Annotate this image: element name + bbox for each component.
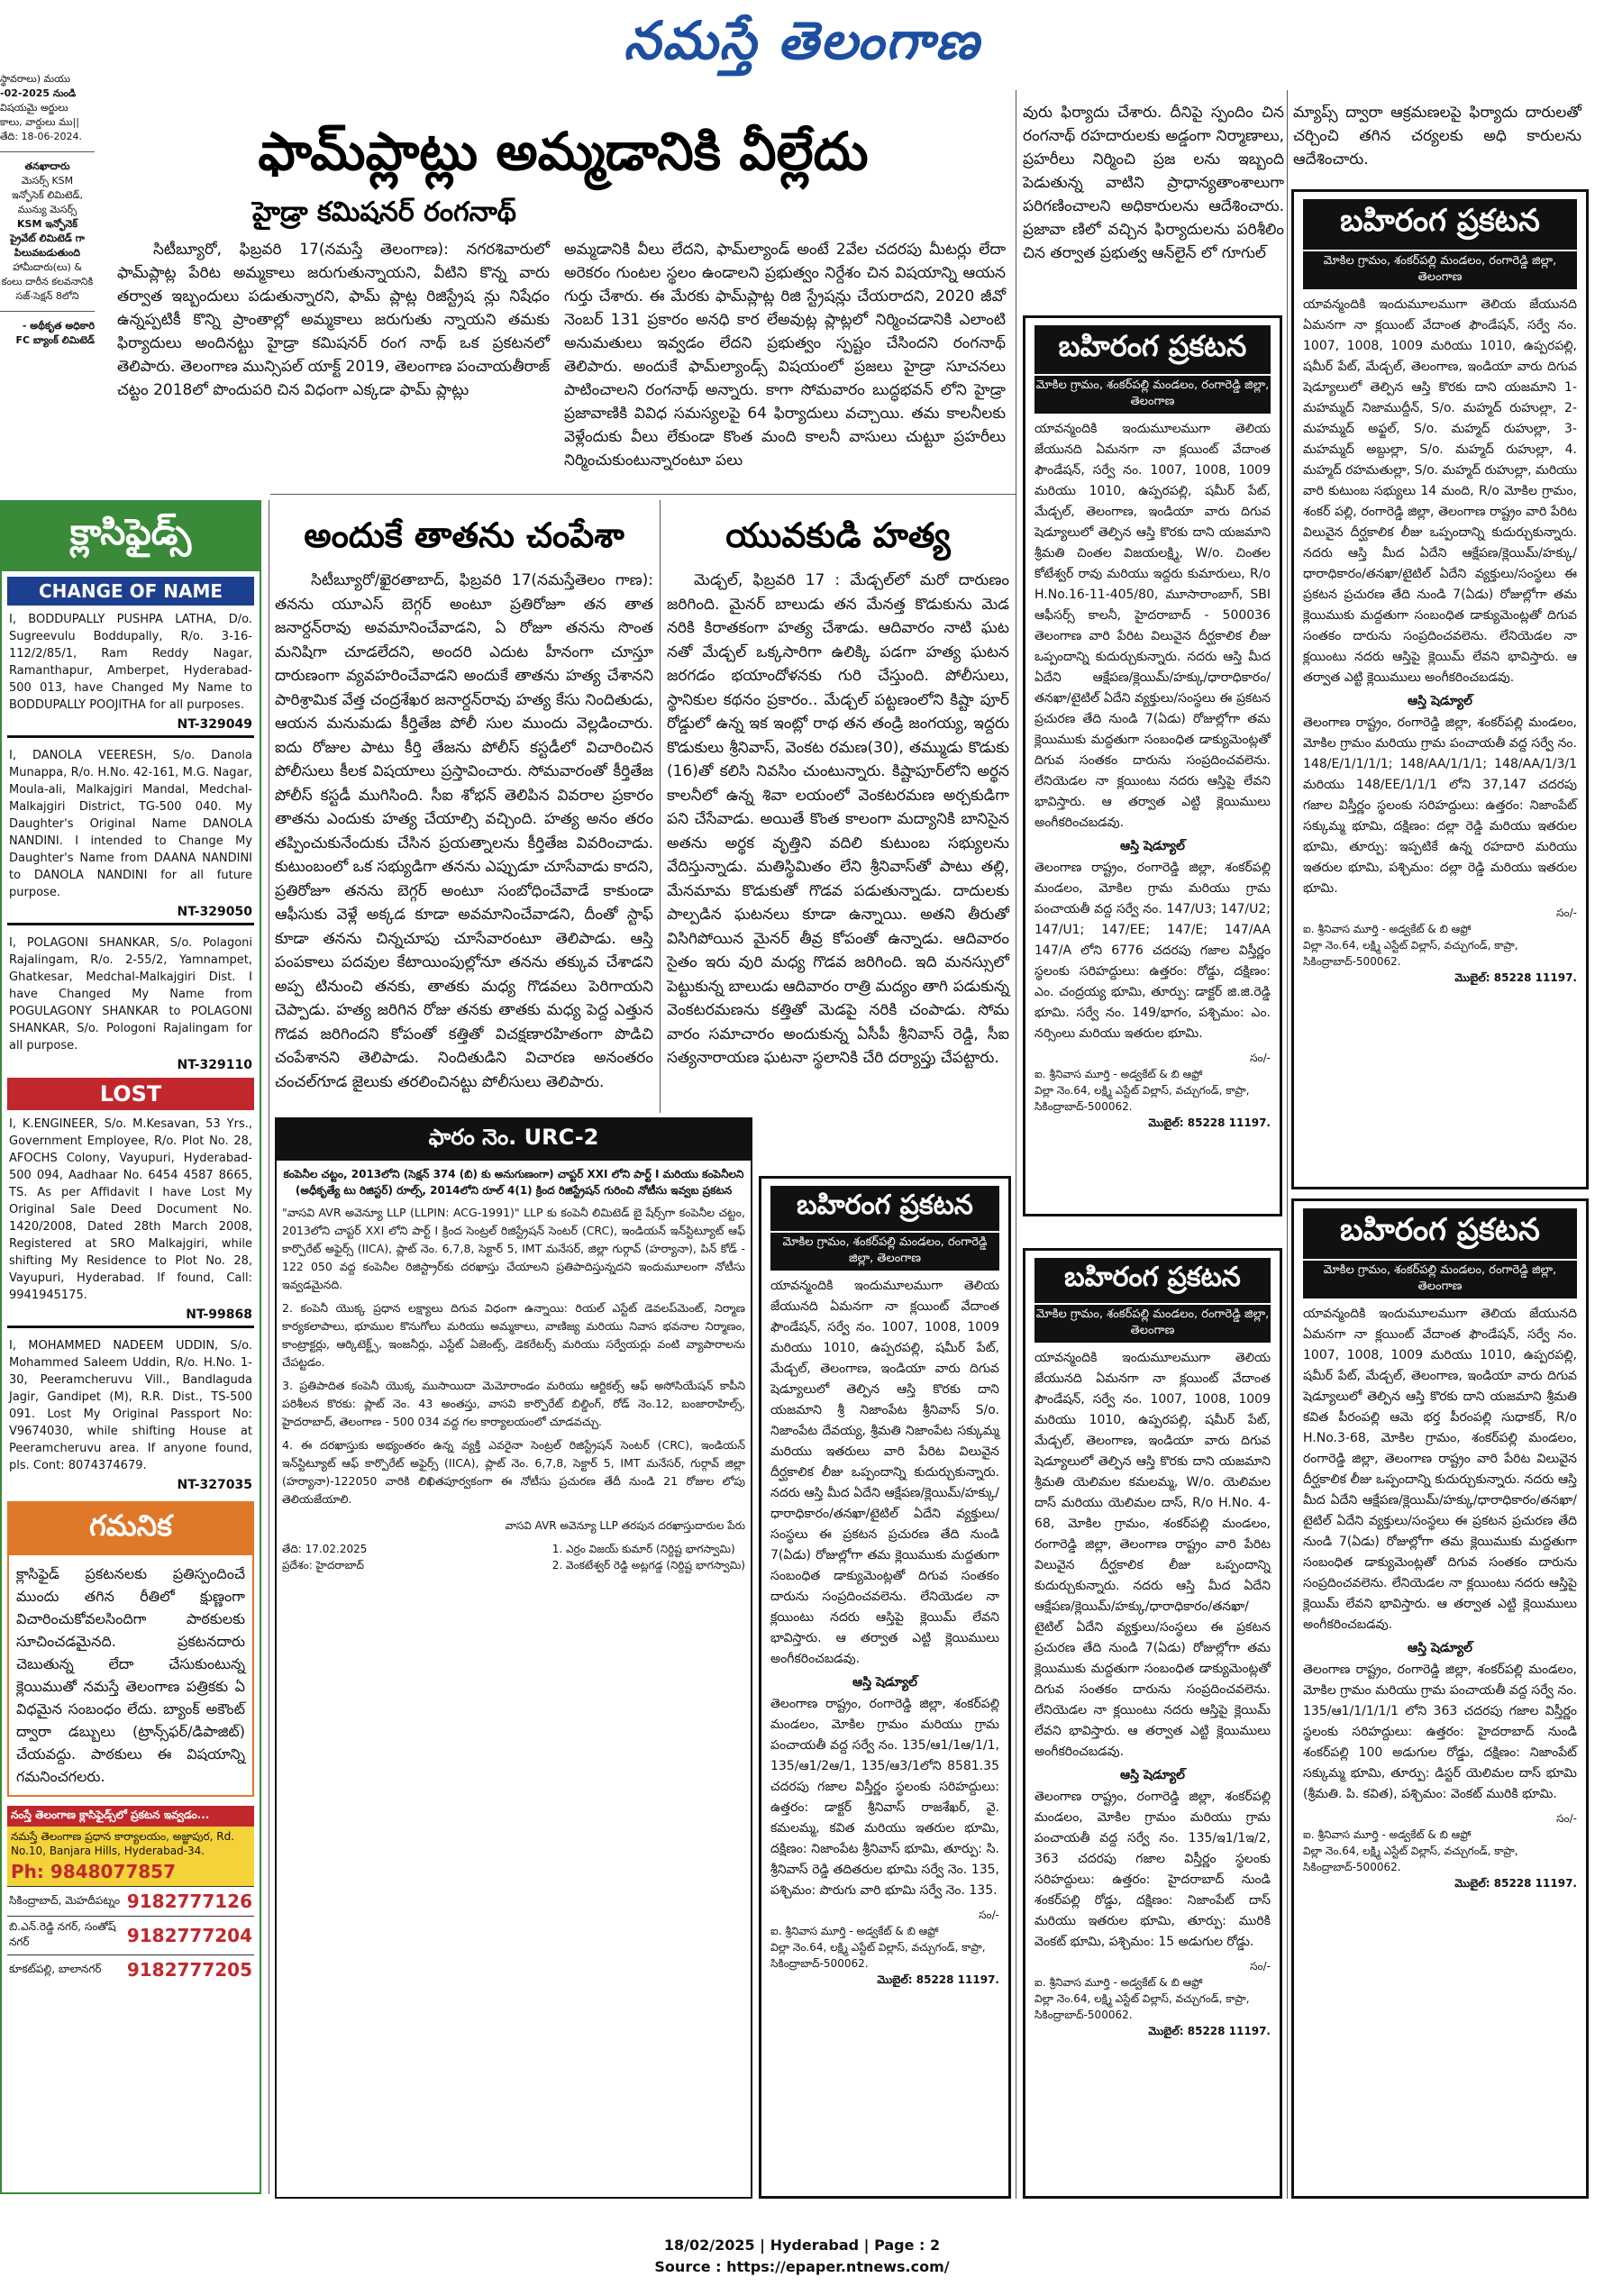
footer-line1: 18/02/2025 | Hyderabad | Page : 2 xyxy=(663,2237,941,2254)
public-notice-ad2 xyxy=(1291,189,1589,1189)
form-body1: "వాసవి AVR అవెన్యూ LLP (LLPIN: ACG-1991)" LLP కు కంపెనీ లిమిటెడ్ బై షేర్స్‌గా కంపెనీల చట్టం, 2013లోని చాప్టర్ XXI లోని పార్ట్ I క్రింద సెంట్రల్ రిజిస్ట్రేషన్ సెంటర్ (CRC), ఇండియన్ ఇన్‌స్టిట్యూట్ ఆఫ్ కార్పొరేట్ అఫైర్స్ (IICA), ప్లాట్ నెం. 6,7,8, సెక్టార్ 5, IMT మనేసర్, జిల్లా గుర్గావ్ (హర్యానా), పిన్ కోడ్ - 122 050 వద్ద కంపెనీల రిజిస్ట్రార్‌కు దరఖాస్తు చేయాలని ప్రతిపాదిస్తున్నదని ఇందుమూలంగా నోటీసు ఇవ్వడమైనది. xyxy=(282,1206,745,1291)
page-footer xyxy=(0,2235,1604,2278)
story3-headline: యువకుడి హత్య xyxy=(725,515,951,555)
strip-line: పిలువబడుతుంది xyxy=(14,247,81,259)
ad-body: యావన్మందికి ఇందుమూలముగా తెలియ జేయునది ఏమనగా నా క్లయింట్ వేదాంత ఫౌండేషన్, సర్వే నం. 1007, 1008, 1009 మరియు 1010, ఉప్పరపల్లి, షమీర్ పేట్, మేడ్చల్, తెలంగాణ, ఇండియా వారు దిగువ షెడ్యూలులో తెల్పిన ఆస్తి కొరకు దాని యజమాని 1-మహమ్మద్ నిజాముద్దీన్, S/o. మహ్మద్ రుహుల్లా, 2- మహమ్మద్ అఫ్జల్, S/o. మహ్మద్ రుహుల్లా, 3-మహమ్మద్ అబ్దుల్లా, S/o. మహ్మద్ రుహుల్లా, 4. మహ్మద్ రహమతుల్లా, S/o. మహ్మద్ రుహుల్లా, మరియు వారి కుటుంబ సభ్యులు 14 మంది, R/o మోకిల గ్రామం, శంకర్ పల్లి, రంగారెడ్డి జిల్లా, తెలంగాణ రాష్ట్రం వారి పేరిట విలువైన దీర్ఘకాలిక లీజు ఒప్పందాన్ని కుదుర్చుకున్నారు. నదరు ఆస్తి మీద ఏదేని ఆక్షేపణ/క్లెయిమ్/హక్కు/ధారాధికారం/తనఖా/టైటిల్ ఏదేని వ్యక్తులు/సంస్థలు ఈ ప్రకటన ప్రచురణ తేది నుండి 7(ఏడు) రోజుల్లోగా తమ క్లెయిముకు మద్దతుగా సంబంధిత డాక్యుమెంట్లతో దిగువ సంతకం దారును సంప్రదించవలెను. లేనియెడల నా క్లయింటు నదరు ఆస్తిపై క్లెయిమ్ లేవని భావిస్తారు. ఆ తర్వాత ఎట్టి క్లెయిములు అంగీకరించబడవు. xyxy=(1303,297,1577,685)
promo-box xyxy=(7,1806,254,1984)
ad-body: యావన్మందికి ఇందుమూలముగా తెలియ జేయునది ఏమనగా నా క్లయింట్ వేదాంత ఫౌండేషన్, సర్వే నం. 1007, 1008, 1009 మరియు 1010, ఉప్పరపల్లి, షమీర్ పేట్, మేడ్చల్, తెలంగాణ, ఇండియా వారు దిగువ షెడ్యూలులో తెల్పిన ఆస్తి కొరకు దాని యజమాని శ్రీమతి కవిత పీరంపల్లి ఆమె భర్త పీరంపల్లి సుధాకర్, R/o H.No.3-68, మోకిల గ్రామం, శంకర్‌పల్లి మండలం, రంగారెడ్డి జిల్లా, తెలంగాణ రాష్ట్రం వారి పేరిట విలువైన దీర్ఘకాలిక లీజు ఒప్పందాన్ని కుదుర్చుకున్నారు. నదరు ఆస్తి మీద ఏదేని ఆక్షేపణ/క్లెయిమ్/హక్కు/ధారాధికారం/తనఖా/టైటిల్ ఏదేని వ్యక్తులు/సంస్థలు ఈ ప్రకటన ప్రచురణ తేది నుండి 7(ఏడు) రోజుల్లోగా తమ క్లెయిముకు మద్దతుగా సంబంధిత డాక్యుమెంట్లతో దిగువ సంతకం దారును సంప్రదించవలెను. లేనియెడల నా క్లయింటు నదరు ఆస్తిపై క్లెయిమ్ లేవని భావిస్తారు. ఆ తర్వాత ఎట్టి క్లెయిములు అంగీకరించబడవు. xyxy=(1303,1307,1577,1632)
masthead xyxy=(0,0,1604,81)
ad-sig-phone: మొబైల్: 85228 11197. xyxy=(1148,2025,1271,2037)
ad-sig-name: ఐ. శ్రీనివాస మూర్తి - అడ్వకేట్ & బి ఆఫ్రో xyxy=(770,1925,939,1937)
contact-phone: 9182777204 xyxy=(126,1925,252,1946)
ad-subtitle: మోకిల గ్రామం, శంకర్‌పల్లి మండలం, రంగారెడ్డి జిల్లా, తెలంగాణ xyxy=(1034,376,1271,414)
ad-sig-date: సం/- xyxy=(1556,907,1577,919)
story-grandfather-murder xyxy=(275,509,653,1113)
ad-subtitle: మోకిల గ్రామం, శంకర్‌పల్లి మండలం, రంగారెడ్డి జిల్లా, తెలంగాణ xyxy=(770,1233,999,1271)
ad-sig-date: సం/- xyxy=(979,1909,999,1921)
form-sign2: 2. వెంకటేశ్వర్ రెడ్డి అట్లగడ్డ (నిర్దిష్ట భాగస్వామి) xyxy=(551,1559,745,1572)
section-rule xyxy=(270,494,1016,495)
ad-sig-date: సం/- xyxy=(1556,1812,1577,1825)
form-body4: 4. ఈ దరఖాస్తుకు అభ్యంతరం ఉన్న వ్యక్తి ఎవరైనా సెంట్రల్ రిజిస్ట్రేషన్ సెంటర్ (CRC), ఇండియన్ ఇన్‌స్టిట్యూట్ ఆఫ్ కార్పొరేట్ అఫైర్స్ (IICA), ప్లాట్ నెం. 6,7,8, సెక్టార్ 5, IMT మనేసర్, గుర్గావ్ జిల్లా (హర్యానా)-122050 వారికి లిఖితపూర్వకంగా ఈ నోటీసు ప్రచురణ తేదీ నుండి 21 రోజుల లోపు తెలియజేయాలి. xyxy=(282,1438,745,1506)
footer-line2: Source : https://epaper.ntnews.com/ xyxy=(654,2258,950,2275)
promo-phone: Ph: 9848077857 xyxy=(7,1861,254,1886)
classified-code: NT-99868 xyxy=(186,1307,252,1322)
strip-line: ఇన్ఫోసెక్ లిమిటెడ్, xyxy=(11,189,84,201)
classified-item xyxy=(2,929,260,1058)
ad-sig-phone: మొబైల్: 85228 11197. xyxy=(1454,971,1577,984)
ad-sig-name: ఐ. శ్రీనివాస మూర్తి - అడ్వకేట్ & బి ఆఫ్రో xyxy=(1303,923,1472,935)
ad-title: బహిరంగ ప్రకటన xyxy=(770,1186,999,1231)
ad-signature xyxy=(1303,1810,1577,1891)
strip-line: ప్రైవేట్ లిమిటెడ్ గా xyxy=(10,232,85,244)
ad-schedule-title: ఆస్తి షెడ్యూల్ xyxy=(1120,839,1185,853)
notice-title: గమనిక xyxy=(9,1503,252,1555)
public-notice-ad5 xyxy=(1291,1198,1589,2199)
strip-line: కంలు దారీన కలవనానికి xyxy=(1,276,94,287)
left-strip-top xyxy=(0,72,95,144)
classified-text: I, BODDUPALLY PUSHPA LATHA, D/o. Sugreevulu Boddupally, R/o. 3-16-112/2/85/1, Ram Reddy Nagar, Ramanthapur, Amberpet, Hyderabad-500 013, have Changed My Name to BODDUPALLY POOJITHA for all purposes. xyxy=(9,613,252,712)
column-rule xyxy=(660,500,661,1113)
ad-sig-name: ఐ. శ్రీనివాస మూర్తి - అడ్వకేట్ & బి ఆఫ్రో xyxy=(1034,1976,1203,1989)
contact-area: సికింద్రాబాద్, మెహదీపట్నం xyxy=(9,1893,121,1907)
strip-line: మెసర్స్ KSM xyxy=(21,175,74,187)
main-story-continued-right: మ్యాప్స్ ద్వారా ఆక్రమణలపై ఫిర్యాదు దారులతో చర్చించి తగిన చర్యలకు అధి కారులను ఆదేశించారు. xyxy=(1293,104,1581,169)
contact-row xyxy=(7,1886,254,1916)
story2-headline: అందుకే తాతను చంపేశా xyxy=(304,515,624,555)
ad-sig-name: ఐ. శ్రీనివాస మూర్తి - అడ్వకేట్ & బి ఆఫ్రో xyxy=(1034,1068,1203,1080)
ad-sig-phone: మొబైల్: 85228 11197. xyxy=(877,1973,999,1986)
main-story-continued: వురు ఫిర్యాదు చేశారు. దీనిపై స్పందిం చిన రంగనాథ్ రహదారులకు అడ్డంగా నిర్మాణాలు, ప్రహరీలు నిర్మించి ప్రజ లను ఇబ్బంది పెడుతున్న వాటిని ప్రాధాన్యతాంశాలుగా పరిగణించాలని అధికారులను ఆదేశించారు. ప్రజావా ణిలో వచ్చిన ఫిర్యాదులను పరిశీలిం చిన తర్వాత ప్రభుత్వ ఆన్‌లైన్ లో గూగుల్ xyxy=(1023,104,1284,262)
classified-code: NT-329110 xyxy=(177,1058,252,1072)
strip-line: స్థావరాలు) మయు xyxy=(0,73,71,85)
ad-title: బహిరంగ ప్రకటన xyxy=(1034,1258,1271,1303)
divider xyxy=(7,923,254,925)
divider xyxy=(0,311,95,312)
form-sign1: 1. ఎర్రం విజయ్ కుమార్ (నిర్దిష్ట భాగస్వామి) xyxy=(551,1543,735,1555)
ad-title: బహిరంగ ప్రకటన xyxy=(1034,325,1271,374)
main-story-col1: సిటీబ్యూరో, ఫిబ్రవరి 17(నమస్తే తెలంగాణ): నగరశివారులో ఫామ్‌ప్లాట్ల పేరిట అమ్మకాలు జరుగుతున్నాయని, వీటిని కొన్న వారు తర్వాత ఇబ్బందులు పడుతున్నారని, ఫామ్ ప్లాట్ల రిజిస్ట్రేష న్లు నిషేధం ఉన్నప్పటికీ కొన్ని ప్రాంతాల్లో అమ్మకాలు జరుగుతు న్నాయని తమకు ఫిర్యాదులు అందినట్టు హైడ్రా కమిషనర్ రంగ నాథ్ ఒక ప్రకటనలో తెలిపారు. తెలంగాణ మున్సిపల్ యాక్ట్ 2019, తెలంగాణ పంచాయతీరాజ్ చట్టం 2018లో పొందుపరి చిన విధంగా ఎక్కడా ఫామ్ ప్లాట్లు xyxy=(117,241,550,399)
newspaper-title: నమస్తే తెలంగాణ xyxy=(624,10,980,71)
form-applicant: వాసవి AVR అవెన్యూ LLP తరపున దరఖాస్తుదారుల పేరు xyxy=(505,1519,745,1532)
classified-text: I, MOHAMMED NADEEM UDDIN, S/o. Mohammed Saleem Uddin, R/o. H.No. 1-30, Peeramcheruvu Vill., Bandlaguda Jagir, Gandipet (M), R.R. Dist., TS-500 091. Lost My Original Passport No: V9674030, while shifting House at Peeramcheruvu area. If anyone found, pls. Cont: 8074374679. xyxy=(9,1339,252,1472)
classified-item xyxy=(2,606,260,717)
ad-title: బహిరంగ ప్రకటన xyxy=(1303,199,1577,250)
classified-text: I, POLAGONI SHANKAR, S/o. Polagoni Rajalingam, R/o. 2-55/2, Yamnampet, Ghatkesar, Medchal-Malkajgiri Dist. I have Changed My Name from POGULAGONY SHANKAR to POLAGONI SHANKAR, S/o. Pologoni Rajalingam for all purpose. xyxy=(9,936,252,1052)
contact-area: బి.ఎన్.రెడ్డి నగర్, సంతోష్ నగర్ xyxy=(9,1920,116,1948)
ad-signature xyxy=(770,1907,999,1988)
strip-line: కాలు, వార్డులు ము|| xyxy=(0,116,79,128)
strip-line: KSM ఇన్ఫోనెక్ xyxy=(17,218,77,230)
ad-schedule: తెలంగాణ రాష్ట్రం, రంగారెడ్డి జిల్లా, శంకర్‌పల్లి మండలం, మోకిల గ్రామం మరియు గ్రామ పంచాయతీ వద్ద సర్వే నం. 135/ఆ1/1/1/1/1 లోని 363 చదరపు గజాల విస్తీర్ణం స్థలంకు సరిహద్దులు: ఉత్తరం: హైదరాబాద్ నుండి శంకర్‌పల్లి 100 అడుగుల రోడ్డు, దక్షిణం: నిజాంపేట్ సక్కుమ్మ భూమి, తూర్పు: డిస్టర్ యెలిమల దాస్ భూమి (శ్రీమతి. పి. కవిత), పశ్చిమం: వెంకట్ మురికి భూమి. xyxy=(1303,1663,1577,1801)
public-notice-ad1 xyxy=(1023,315,1282,1216)
ad-signature xyxy=(1034,1958,1271,2039)
contact-row xyxy=(7,1916,254,1954)
ad-body: యావన్మందికి ఇందుమూలముగా తెలియ జేయునది ఏమనగా నా క్లయింట్ వేదాంత ఫౌండేషన్, సర్వే నం. 1007, 1008, 1009 మరియు 1010, ఉప్పరపల్లి, షమీర్ పేట్, మేడ్చల్, తెలంగాణ, ఇండియా వారు దిగువ షెడ్యూలులో తెల్పిన ఆస్తి కొరకు దాని యజమాని శ్రీమతి చింతల విజయలక్ష్మి, W/o. చింతల కోటేశ్వర్ రావు మరియు ఇద్దరు కుమారులు, R/o H.No.16-11-405/80, మూసారాంబాగ్, SBI ఆఫీసర్స్ కాలనీ, హైదరాబాద్ - 500036 తెలంగాణ వారి పేరిట విలువైన దీర్ఘకాలిక లీజు ఒప్పందాన్ని కుదుర్చుకున్నారు. నదరు ఆస్తి మీద ఏదేని ఆక్షేపణ/క్లెయిమ్/హక్కు/ధారాధికారం/తనఖా/టైటిల్ ఏదేని వ్యక్తులు/సంస్థలు ఈ ప్రకటన ప్రచురణ తేది నుండి 7(ఏడు) రోజుల్లోగా తమ క్లెయిముకు మద్దతుగా సంబంధిత డాక్యుమెంట్లతో దిగువ సంతకం దారును సంప్రదించవలెను. లేనియెడల నా క్లయింటు నదరు ఆస్తిపై లేవని భావిస్తారు. ఆ తర్వాత ఎట్టి క్లెయిములు అంగీకరించబడవు. xyxy=(1034,422,1271,830)
strip-line: సజ్-సెక్షన్ 8లోని xyxy=(15,290,79,302)
ad-sig-date: సం/- xyxy=(1250,1960,1271,1973)
divider xyxy=(7,1326,254,1328)
classified-text: I, DANOLA VEERESH, S/o. Danola Munappa, R/o. H.No. 42-161, M.G. Nagar, Moula-ali, Malkajgiri Mandal, Medchal-Malkajgiri District, TG-500 040. My Daughter's Original Name DANOLA NANDINI. I intended to Change My Daughter's Name from DAANA NANDINI to DANOLA NANDINI for all future purpose. xyxy=(9,749,252,899)
story3-body: మెడ్చల్, ఫిబ్రవరి 17 : మేడ్చల్‌లో మరో దారుణం జరిగింది. మైనర్ బాలుడు తన మేనత్త కొడుకును మెడ నరికి కిరాతకంగా హత్య చేశాడు. ఆదివారం నాటి ఘట నతో మేడ్చల్ ఒక్కసారిగా ఉలిక్కి పడగా హత్య ఘటన జరగడం భయాందోళనకు గురి చేస్తుంది. పోలీసులు, స్థానికుల కథనం ప్రకారం.. మేడ్చల్ పట్టణంలోని కిష్టా పూర్ రోడ్డులో ఉన్న ఇక ఇంట్లో రాథ తన తండ్రి జంగయ్య, ఇద్దరు కొడుకులు శ్రీనివాస్, వెంకట రమణ(30), తమ్ముడు కొడుకు (16)తో కలిసి నివసిం చుంటున్నారు. కిష్టాపూర్‌లోని అర్థన కాలనీలో ఉన్న శివా లయంలో వెంకటరమణ అర్చకుడిగా పని చేసేవాడు. అయితే కొంత కాలంగా మద్యానికి బానిసైన అతను అర్థక వృత్తిని వదిలి కుటుంబ సభ్యులను వేదిస్తున్నాడు. మతిస్థిమితం లేని శ్రీనివాస్‌తో పాటు తల్లి, మేనమామ కొడుకుతో గొడవ పడుతున్నాడు. దాదులకు పాల్పడిన ఘటనలు కూడా ఉన్నాయి. అతని తీరుతో విసిగిపోయిన మైనర్ తీవ్ర కోపంతో ఉన్నాడు. ఆదివారం సైతం ఇరు వురి మధ్య గొడవ జరిగింది. ఇది మనస్సులో పెట్టుకున్న బాలుడు ఆదివారం రాత్రి మద్యం తాగి పడుకున్న వెంకటరమణను కత్తితో మెడపై నరికి చంపాడు. సోమ వారం సమాచారం అందుకున్న ఏసీపీ శ్రీనివాస్ రెడ్డి, సీఐ సత్యనారాయణ ఘటనా స్థలానికి చేరి దర్యాప్తు చేపట్టారు. xyxy=(667,571,1009,1067)
ad-subtitle: మోకిల గ్రామం, శంకర్‌పల్లి మండలం, రంగారెడ్డి జిల్లా, తెలంగాణ xyxy=(1034,1305,1271,1343)
classified-item xyxy=(2,1110,260,1307)
public-notice-ad4 xyxy=(1023,1248,1282,2199)
ad-sig-addr: విల్లా నెం.64, లక్ష్మి ఎస్టేట్ విల్లాస్, వచ్చుగండ్, కాప్రా, సికింద్రాబాద్-500062. xyxy=(1303,1845,1518,1873)
ad-schedule-title: ఆస్తి షెడ్యూల్ xyxy=(1408,1641,1472,1655)
ad-signature xyxy=(1303,905,1577,986)
ad-schedule-title: ఆస్తి షెడ్యూల్ xyxy=(1408,694,1472,708)
form-intro: కంపెనీల చట్టం, 2013లోని (సెక్షన్ 374 (బి) కు అనుగుణంగా) చాప్టర్ XXI లోని పార్ట్ I మరియు కంపెనీలని (అధీకృత్యే టు రిజిస్టర్) రూల్స్, 2014లోని రూల్ 4(1) క్రింద రిజిస్ట్రేషన్ గురించి నోటీసు ఇవ్వబ ప్రకటన xyxy=(283,1168,744,1197)
ad-sig-addr: విల్లా నెం.64, లక్ష్మి ఎస్టేట్ విల్లాస్, వచ్చుగండ్, కాప్రా, సికింద్రాబాద్-500062. xyxy=(1034,1992,1250,2021)
promo-line: నంస్తే తెలంగాణ క్లాసిఫైడ్స్‌లో ప్రకటన ఇవ్వడం... xyxy=(7,1806,254,1827)
ad-schedule: తెలంగాణ రాష్ట్రం, రంగారెడ్డి జిల్లా, శంకర్‌పల్లి మండలం, మోకిల గ్రామం మరియు గ్రామ పంచాయతీ వద్ద సర్వే నం. 135/ఇ1/1ఇ/2, 363 చదరపు గజాల విస్తీర్ణం స్థలంకు సరిహద్దులు: ఉత్తరం: హైదరాబాద్ నుండి శంకర్‌పల్లి రోడ్డు, దక్షిణం: నిజాంపేట్ దాస్ మరియు ఇతరుల భూమి, తూర్పు: మురికి వెంకట్ భూమి, పశ్చిమం: 15 అడుగుల రోడ్డు. xyxy=(1034,1790,1271,1949)
contact-area: కూకట్‌పల్లి, బాలానగర్ xyxy=(9,1962,102,1975)
ad-sig-addr: విల్లా నెం.64, లక్ష్మి ఎస్టేట్ విల్లాస్, వచ్చుగండ్, కాప్రా, సికింద్రాబాద్-500062. xyxy=(1034,1084,1250,1113)
strip-line: - అథీకృత అధికారి xyxy=(22,320,95,332)
contact-phone: 9182777205 xyxy=(126,1959,252,1981)
story-youth-murder xyxy=(667,509,1009,1176)
main-subhead: హైడ్రా కమిషనర్ రంగనాథ్ xyxy=(252,196,516,228)
story2-body: సిటీబ్యూరో/ఖైరతాబాద్, ఫిబ్రవరి 17(నమస్తేతెలం గాణ): తనను యూఎస్ బెగ్గర్ అంటూ ప్రతిరోజూ తన తాత జనార్దన్‌రావు అవమానించేవాడని, ఏ రోజూ తనను సొంత మనిషిగా చూడలేదని, అందరి ఎదుట హీనంగా చూస్తూ దారుణంగా వ్యవహరించేవాడని అందుకే తాతను హత్య చేశానని పారిశ్రామిక వేత్త చంద్రశేఖర జనార్దన్‌రావు హత్య కేసు నిందితుడు, ఆయన మనుమడు కీర్తితేజ పోలీ సుల ముందు వెల్లడించారు. ఐదు రోజుల పాటు కీర్తి తేజను పోలీస్ కస్టడీలో విచారించిన పోలీసులు కీలక విషయాలు ప్రస్తావించారు. సోమవారంతో కీర్తితేజ పోలీస్ కస్టడీ ముగిసింది. సీఐ శోభన్ తెలిపిన వివరాల ప్రకారం తాతను ఎందుకు హత్య చేయాల్సి వచ్చింది. హత్య అనం తరం తప్పించుకునేందుకు చేసిన ప్రయత్నాలను కీర్తితేజ వివరించాడు. కుటుంబంలో ఒక సభ్యుడిగా తనను ఎప్పుడూ చూసేవాడు కాదని, ప్రతిరోజూ తనను బెగ్గర్ అంటూ సంబోధించేవాడే కాకుండా ఆఫీసుకు వెళ్లే అక్కడ కూడా అవమానించేవాడని, దీంతో స్టాఫ్ కూడా తనను చిన్నచూపు చూసేవారంటూ తెలిపాడు. ఆస్తి పంపకాలు పదవుల కేటాయింపుల్లోనూ తనను తక్కువ చేశాడని అప్ప టినుంచి తనకు, తాతకు మధ్య గొడవలు పెరిగాయని చెప్పాడు. హత్య జరిగిన రోజు తనకు తాతకు మధ్య పెద్ద ఎత్తున గొడవ జరిగిందని కోపంతో కత్తితో విచక్షణారహితంగా పొడిచి చంపేశానని తెలిపాడు. నిందితుడిని విచారణ అనంతరం చంచల్‌గూడ జైలుకు తరలించినట్టు పోలీసులు తెలిపారు. xyxy=(275,571,653,1091)
lost-header: LOST xyxy=(7,1078,254,1110)
strip-line: మున్యు మెసర్స్ xyxy=(17,204,77,215)
ad-subtitle: మోకిల గ్రామం, శంకర్‌పల్లి మండలం, రంగారెడ్డి జిల్లా, తెలంగాణ xyxy=(1303,1261,1577,1298)
form-title: ఫారం నెం. URC-2 xyxy=(277,1119,751,1161)
form-body2: 2. కంపెనీ యొక్క ప్రధాన లక్ష్యాలు దిగువ విధంగా ఉన్నాయి: రియల్ ఎస్టేట్ డెవలప్‌మెంట్, నిర్మాణ కార్యకలాపాలు, భూముల కొనుగోలు మరియు అమ్మకాలు, వాణిజ్య మరియు నివాస భవనాల నిర్మాణం, కాంట్రాక్టర్లు, ఆర్కిటెక్ట్స్, ఇంజనీర్లు, ఎస్టేట్ ఏజెంట్స్, డెకరేటర్స్ మరియు సర్వేయర్లు వంటి వ్యాపారాలను చేపట్టడం. xyxy=(282,1301,745,1369)
classified-code: NT-329049 xyxy=(177,717,252,732)
strip-line: -02-2025 నుండి xyxy=(0,87,77,99)
column-rule xyxy=(1287,90,1288,2199)
strip-line: తేది: 18-06-2024. xyxy=(0,131,82,142)
form-urc2 xyxy=(275,1117,752,2199)
form-place: ప్రదేశం: హైదరాబాద్ xyxy=(282,1559,364,1572)
ad-schedule: తెలంగాణ రాష్ట్రం, రంగారెడ్డి జిల్లా, శంకర్‌పల్లి మండలం, మోకిల గ్రామం మరియు గ్రామ పంచాయతీ వద్ద సర్వే నం. 135/ఆ1/1ఆ/1/1, 135/ఆ1/2ఆ/1, 135/ఆ3/1లోని 8581.35 చదరపు గజాల విస్తీర్ణం స్థలంకు సరిహద్దులు: ఉత్తరం: డాక్టర్ శ్రీనివాస్ రాజశేఖర్, వై. కమలమ్మ, కవిత మరియు ఇతరుల భూమి, దక్షిణం: నిజాంపేట శ్రీనివాస్ భూమి, తూర్పు: సి. శ్రీనివాస్ రెడ్డి తదితరుల భూమి సర్వే నెం. 135, పశ్చిమం: పొరుగు వారి భూమి సర్వే నెం. 135. xyxy=(770,1697,999,1898)
divider xyxy=(0,151,95,152)
ad-schedule-title: ఆస్తి షెడ్యూల్ xyxy=(852,1675,917,1690)
public-notice-ad3 xyxy=(759,1176,1011,2199)
promo-office: నమస్తే తెలంగాణ ప్రధాన కార్యాలయం, అజ్జాపుర, Rd. No.10, Banjara Hills, Hyderabad-34. xyxy=(7,1827,254,1861)
ad-body: యావన్మందికి ఇందుమూలముగా తెలియ జేయునది ఏమనగా నా క్లయింట్ వేదాంత ఫౌండేషన్, సర్వే నం. 1007, 1008, 1009 మరియు 1010, ఉప్పరపల్లి, షమీర్ పేట్, మేడ్చల్, తెలంగాణ, ఇండియా వారు దిగువ షెడ్యూలులో తెల్పిన ఆస్తి కొరకు దాని యజమాని శ్రీమతి యెలిమల కమలమ్మ, W/o. యెలిమల దాస్ మరియు యెలిమల దాస్, R/o H.No. 4-68, మోకిల గ్రామం, శంకర్‌పల్లి మండలం, రంగారెడ్డి జిల్లా, తెలంగాణ రాష్ట్రం వారి పేరిట విలువైన దీర్ఘకాలిక లీజు ఒప్పందాన్ని కుదుర్చుకున్నారు. నదరు ఆస్తి మీద ఏదేని ఆక్షేపణ/క్లెయిమ్/హక్కు/ధారాధికారం/తనఖా/టైటిల్ ఏదేని వ్యక్తులు/సంస్థలు ఈ ప్రకటన ప్రచురణ తేది నుండి 7(ఏడు) రోజుల్లోగా తమ క్లెయిముకు మద్దతుగా సంబంధిత డాక్యుమెంట్లతో దిగువ సంతకం దారును సంప్రదించవలెను. లేనియెడల నా క్లయింటు నదరు ఆస్తిపై క్లెయిమ్ లేవని భావిస్తారు. ఆ తర్వాత ఎట్టి క్లెయిములు అంగీకరించబడవు. xyxy=(1034,1351,1271,1759)
ad-signature xyxy=(1034,1050,1271,1131)
classified-code: NT-329050 xyxy=(177,905,252,919)
ad-schedule: తెలంగాణ రాష్ట్రం, రంగారెడ్డి జిల్లా, శంకర్‌పల్లి మండలం, మోకిల గ్రామ మరియు గ్రామ పంచాయతీ వద్ద సర్వే నం. 147/U3; 147/U2; 147/U1; 147/EE; 147/E; 147/AA 147/A లోని 6776 చదరపు గజాల విస్తీర్ణం స్థలంకు సరిహద్దులు: ఉత్తరం: రోడ్డు, దక్షిణం: ఎం. చంద్రయ్య భూమి, తూర్పు: డాక్టర్ జి.జి.రెడ్డి భూమి. సర్వే నం. 149/భాగం, పశ్చిమం: ఎం. నర్సింలు మరియు ఇతరుల భూమి. xyxy=(1034,861,1271,1041)
change-of-name-header: CHANGE OF NAME xyxy=(7,577,254,606)
ad-subtitle: మోకిల గ్రామం, శంకర్‌పల్లి మండలం, రంగారెడ్డి జిల్లా, తెలంగాణ xyxy=(1303,251,1577,289)
main-story xyxy=(117,117,1009,473)
ad-schedule-title: ఆస్తి షెడ్యూల్ xyxy=(1120,1768,1185,1782)
strip-line: FC బ్యాంక్ లిమిటెడ్ xyxy=(15,334,95,346)
classifieds-column xyxy=(0,500,261,2194)
classified-text: I, K.ENGINEER, S/o. M.Kesavan, 53 Yrs., Government Employee, R/o. Plot No. 28, AFOCHS Colony, Vayupuri, Hyderabad-500 094, Aadhaar No. 6454 4587 8665, TS. As per Affidavit I have Lost My Original Sale Deed Document No. 1420/2008, Dated 28th March 2008, Registered at SRO Malkajgiri, while shifting My Residence to Plot No. 28, Vayupuri, Hyderabad. If found, Call: 9941945175. xyxy=(9,1117,252,1302)
divider xyxy=(7,735,254,738)
classified-item xyxy=(2,742,260,905)
ad-sig-phone: మొబైల్: 85228 11197. xyxy=(1454,1877,1577,1890)
contact-phone: 9182777126 xyxy=(126,1891,252,1912)
ad-sig-phone: మొబైల్: 85228 11197. xyxy=(1148,1116,1271,1129)
main-headline: ఫామ్‌ప్లాట్లు అమ్మడానికి వీల్లేదు xyxy=(258,121,869,182)
classifieds-title: క్లాసిఫైడ్స్ xyxy=(2,502,260,571)
classified-code: NT-327035 xyxy=(177,1478,252,1492)
strip-line: విషయమై అర్జులు xyxy=(0,102,68,114)
notice-box xyxy=(7,1501,254,1797)
notice-text: క్లాసిఫైడ్ ప్రకటనలకు ప్రతిస్పందించే ముందు తగిన రీతిలో క్షుణ్ణంగా విచారించుకోవలసిందిగా పాఠకులకు సూచించడమైనది. ప్రకటనదారు చెబుతున్న లేదా చేసుకుంటున్న క్లెయిముతో నమస్తే తెలంగాణ పత్రికకు ఏ విధమైన సంబంధం లేదు. బ్యాంక్ అకౌంట్ ద్వారా డబ్బులు (ట్రాన్స్‌ఫర్/డిపాజిట్) చేయవద్దు. పాఠకులు ఈ విషయాన్ని గమనించగలరు. xyxy=(16,1565,245,1785)
form-body3: 3. ప్రతిపాదిత కంపెనీ యొక్క ముసాయిదా మెమోరాండం మరియు ఆర్టికల్స్ ఆఫ్ అసోసియేషన్ కాపీని పరిశీలన కొరకు: ప్లాట్ నెం. 43 అంతస్తు, వాసవి కార్పొరేట్ బిల్డింగ్, రోడ్ నెం.12, బంజారాహిల్స్, హైదరాబాద్, తెలంగాణ - 500 034 వద్ద గల కార్యాలయంలో చూడవచ్చు. xyxy=(282,1379,745,1428)
left-strip-middle xyxy=(0,159,95,304)
ad-title: బహిరంగ ప్రకటన xyxy=(1303,1208,1577,1259)
left-strip xyxy=(0,72,95,496)
ad-sig-date: సం/- xyxy=(1250,1052,1271,1064)
ad-sig-addr: విల్లా నెం.64, లక్ష్మి ఎస్టేట్ విల్లాస్, వచ్చుగండ్, కాప్రా, సికింద్రాబాద్-500062. xyxy=(1303,939,1518,968)
strip-line: తనఖాదారు xyxy=(24,160,70,172)
main-story-col2: అమ్మడానికి వీలు లేదని, ఫామ్‌ల్యాండ్ అంటే 2వేల చదరపు మీటర్లు లేదా అరెకరం గుంటల స్థలం ఉండాలని ప్రభుత్వం నిర్దేశం చిన విషయాన్ని ఆయన గుర్తు చేశారు. ఈ మేరకు ఫామ్‌ప్లాట్ల రిజి స్ట్రేషన్లు చేయరాదని, 2020 జీవో నెంబర్ 131 ప్రకారం అనధి కార లేఅవుట్ల ప్లాట్లలో నిర్మించడానికి ఎలాంటి అనుమతులు ఇవ్వడం లేదని ప్రభుత్వం స్పష్టం చేసిందని రంగనాథ్ తెలిపారు. అందుకే ఫామ్‌ల్యాండ్స్ విషయంలో ప్రజలు హైడ్రా సూచనలు పాటించాలని రంగనాథ్ అన్నారు. కాగా సోమవారం బుద్ధభవన్ లోని హైడ్రా ప్రజావాణికి వివిధ సమస్యలపై 64 ఫిర్యాదులు వచ్చాయి. తమ కాలనీలకు వెళ్లేందుకు వీలు లేకుండా కొంత మంది కాలనీ వాసులు చుట్టూ ప్రహరీలు నిర్మించుకుంటున్నారంటూ పలు xyxy=(564,241,1006,469)
contact-row xyxy=(7,1954,254,1984)
strip-line: హామీదారు(లు) & xyxy=(13,261,82,273)
form-date: తేది: 17.02.2025 xyxy=(282,1543,368,1555)
classified-item xyxy=(2,1332,260,1478)
ad-sig-addr: విల్లా నెం.64, లక్ష్మి ఎస్టేట్ విల్లాస్, వచ్చుగండ్, కాప్రా, సికింద్రాబాద్-500062. xyxy=(770,1941,986,1970)
ad-body: యావన్మందికి ఇందుమూలముగా తెలియ జేయునది ఏమనగా నా క్లయింట్ వేదాంత ఫౌండేషన్, సర్వే నం. 1007, 1008, 1009 మరియు 1010, ఉప్పరపల్లి, షమీర్ పేట్, మేడ్చల్, తెలంగాణ, ఇండియా వారు దిగువ షెడ్యూలులో తెల్పిన ఆస్తి కొరకు దాని యజమాని శ్రీ నిజాంపేట శ్రీనివాస్ S/o. నిజాంపేట దేవయ్య, శ్రీమతి నిజాంపేట సక్కుమ్మ మరియు ఇతరులు వారి పేరిట విలువైన దీర్ఘకాలిక లీజు ఒప్పందాన్ని కుదుర్చుకున్నారు. నదరు ఆస్తి మీద ఏదేని ఆక్షేపణ/క్లెయిమ్/హక్కు/ధారాధికారం/తనఖా/టైటిల్ ఏదేని వ్యక్తులు/సంస్థలు ఈ ప్రకటన ప్రచురణ తేది నుండి 7(ఏడు) రోజుల్లోగా తమ క్లెయిముకు మద్దతుగా సంబంధిత డాక్యుమెంట్లతో దిగువ సంతకం దారును సంప్రదించవలెను. లేనియెడల నా క్లయింటు నదరు ఆస్తిపై క్లెయిమ్ లేవని భావిస్తారు. ఆ తర్వాత ఎట్టి క్లెయిములు అంగీకరించబడవు. xyxy=(770,1279,999,1666)
ad-sig-name: ఐ. శ్రీనివాస మూర్తి - అడ్వకేట్ & బి ఆఫ్రో xyxy=(1303,1828,1472,1841)
ad-schedule: తెలంగాణ రాష్ట్రం, రంగారెడ్డి జిల్లా, శంకర్‌పల్లి మండలం, మోకిల గ్రామం మరియు గ్రామ పంచాయతీ వద్ద సర్వే నం. 148/E/1/1/1/1; 148/AA/1/1/1; 148/AA/1/3/1 మరియు 148/EE/1/1/1 లోని 37,147 చదరపు గజాల విస్తీర్ణం స్థలంకు సరిహద్దులు: ఉత్తరం: నిజాంపేట్ సక్కుమ్మ భూమి, దక్షిణం: దల్లా రెడ్డి మరియు ఇతరుల భూమి, తూర్పు: ఇప్పటికే ఉన్న రహదారి మరియు ఇతరుల భూమి, పశ్చిమం: దల్లా రెడ్డి మరియు ఇతరుల భూమి. xyxy=(1303,715,1577,896)
